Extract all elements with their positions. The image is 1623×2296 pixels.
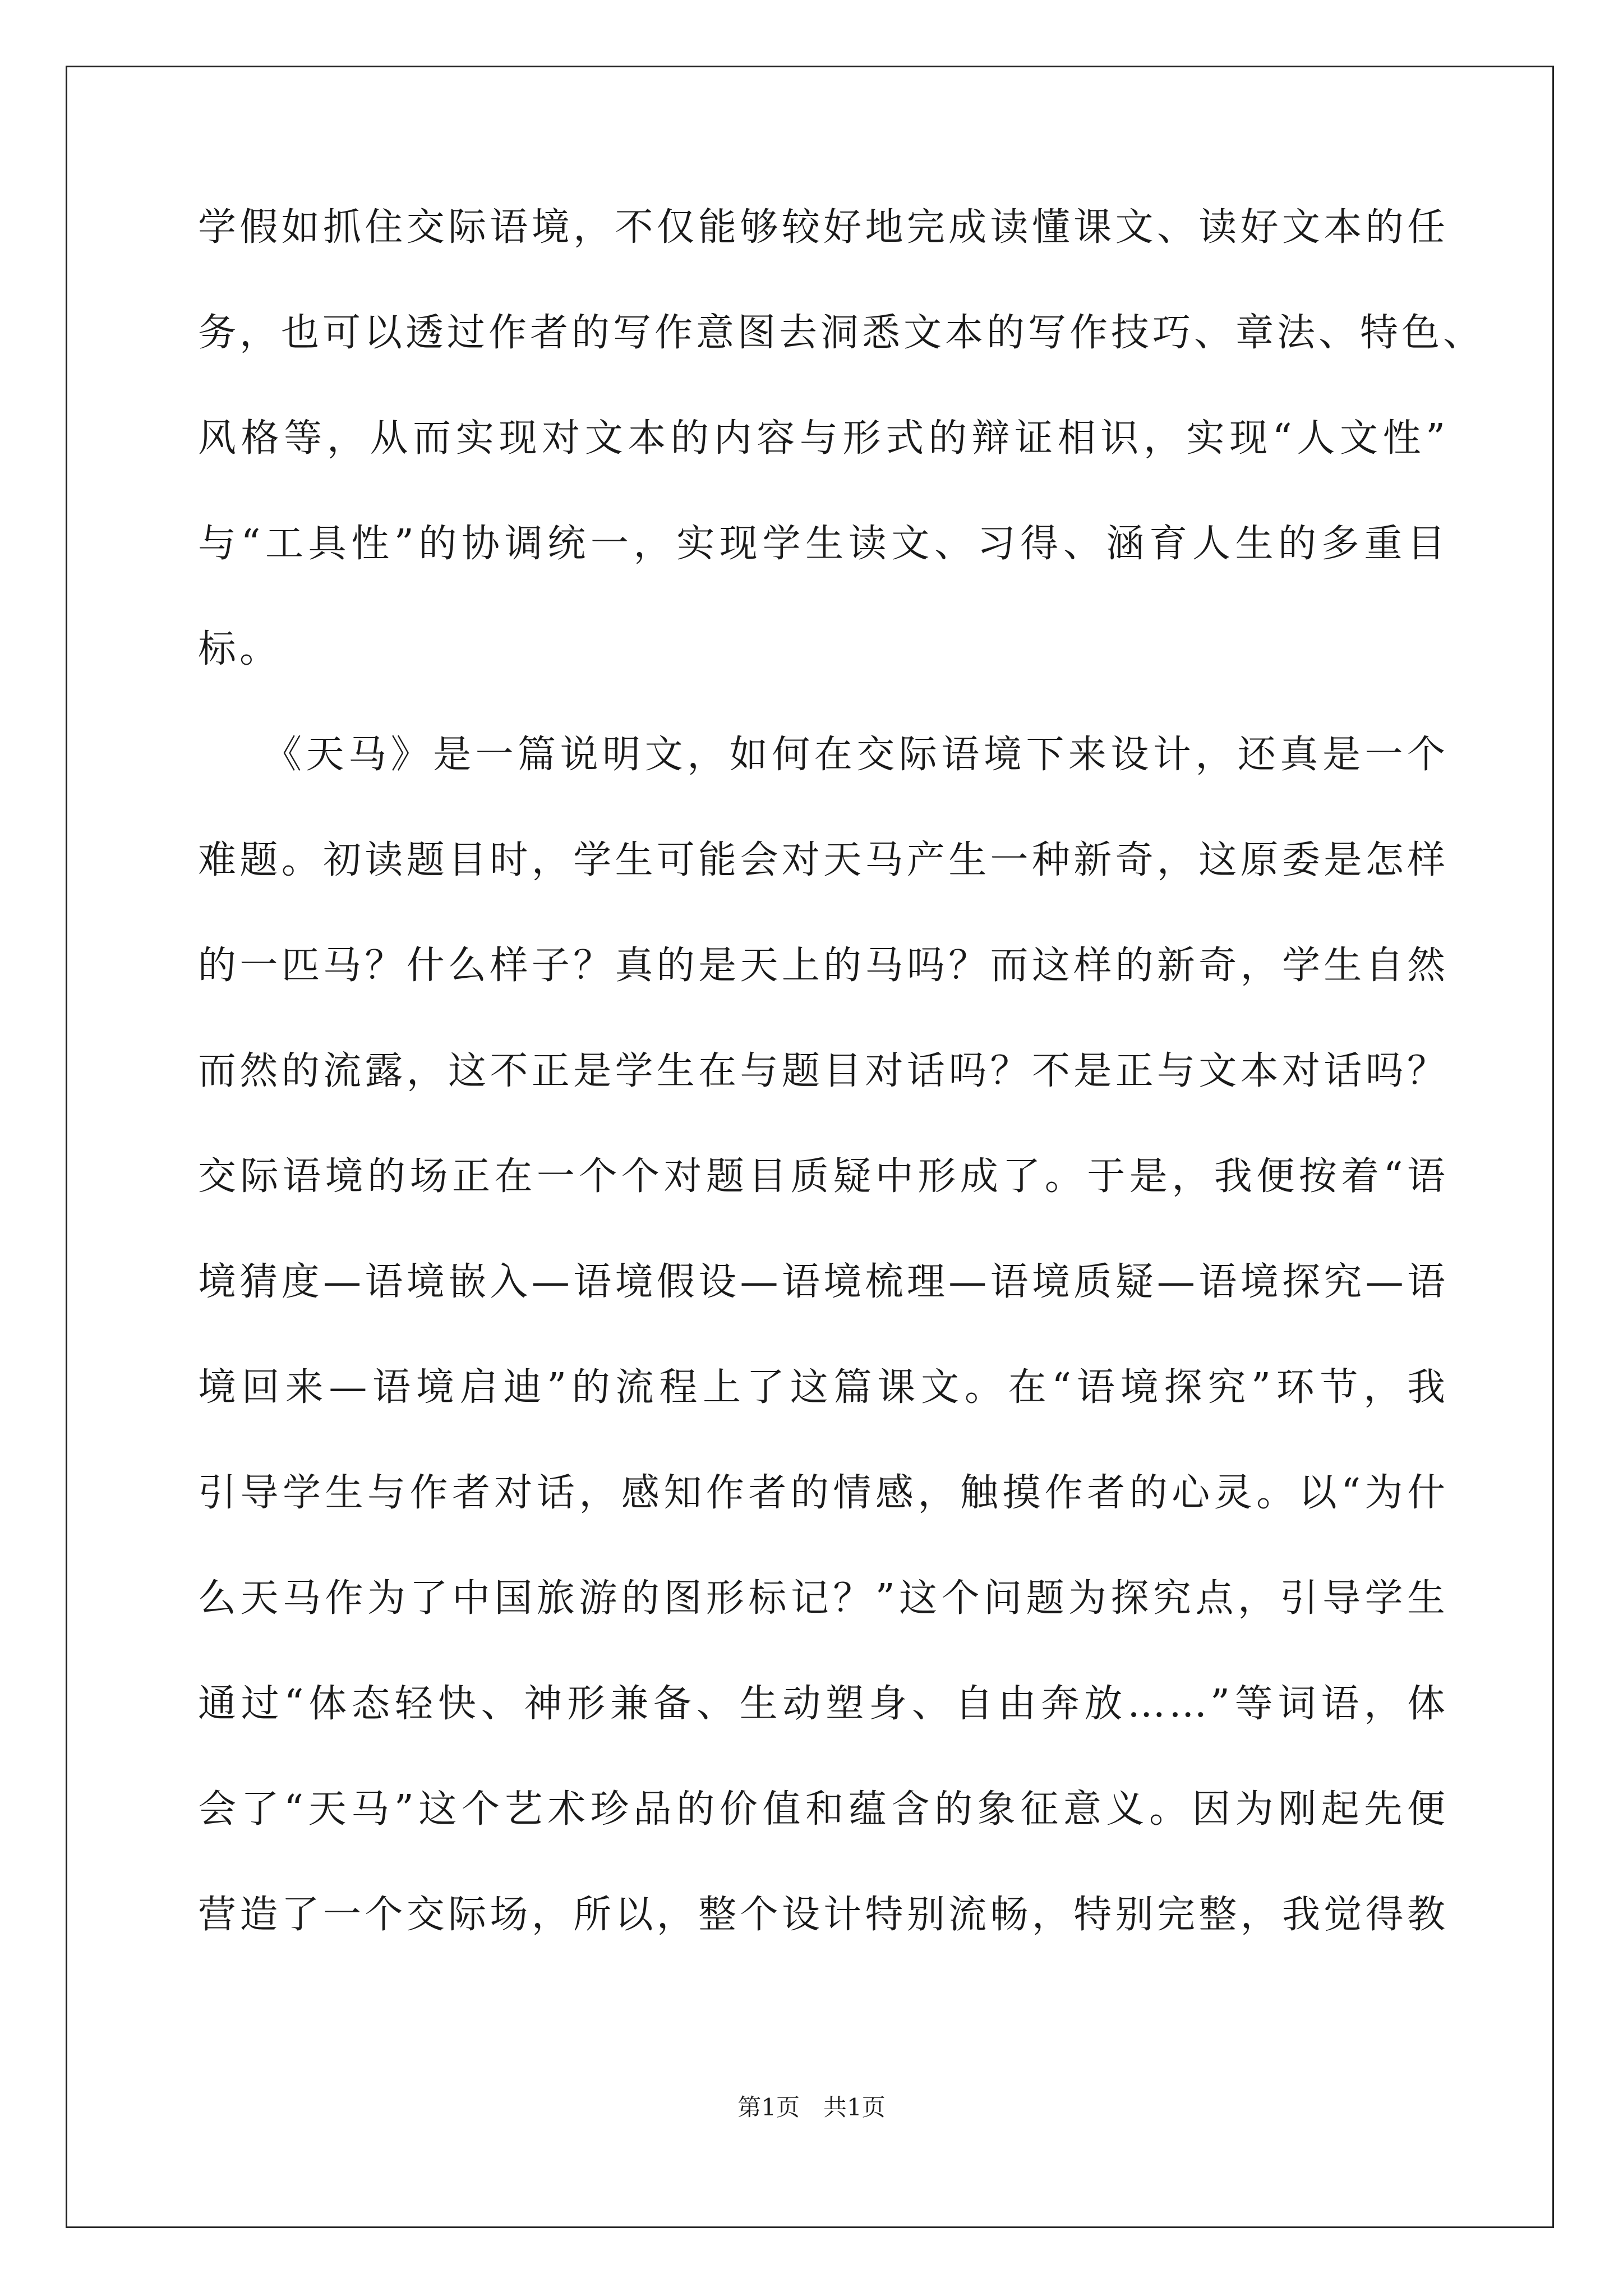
text-line: 的一匹马？什么样子？真的是天上的马吗？而这样的新奇，学生自然: [198, 944, 1449, 988]
text-line: 务，也可以透过作者的写作意图去洞悉文本的写作技巧、章法、特色、: [198, 311, 1485, 355]
text-line: 《天马》是一篇说明文，如何在交际语境下来设计，还真是一个: [198, 733, 1449, 777]
document-body: [198, 205, 1485, 2001]
text-line: 营造了一个交际场，所以，整个设计特别流畅，特别完整，我觉得教: [198, 1893, 1449, 1937]
page-number-footer: 第1页 共1页: [737, 2093, 886, 2121]
text-line: 难题。初读题目时，学生可能会对天马产生一种新奇，这原委是怎样: [198, 838, 1449, 882]
text-line: 通过“体态轻快、神形兼备、生动塑身、自由奔放……”等词语，体: [198, 1682, 1449, 1726]
text-line: 而然的流露，这不正是学生在与题目对话吗？不是正与文本对话吗？: [198, 1049, 1449, 1093]
text-line: 会了“天马”这个艺术珍品的价值和蕴含的象征意义。因为刚起先便: [198, 1787, 1449, 1832]
text-line: 学假如抓住交际语境，不仅能够较好地完成读懂课文、读好文本的任: [198, 205, 1449, 250]
text-line: 与“工具性”的协调统一，实现学生读文、习得、涵育人生的多重目: [198, 522, 1449, 566]
text-line: 境猜度—语境嵌入—语境假设—语境梳理—语境质疑—语境探究—语: [198, 1260, 1449, 1304]
text-line: 么天马作为了中国旅游的图形标记？”这个问题为探究点，引导学生: [198, 1576, 1449, 1621]
text-line: 境回来—语境启迪”的流程上了这篇课文。在“语境探究”环节，我: [198, 1365, 1449, 1410]
text-line: 交际语境的场正在一个个对题目质疑中形成了。于是，我便按着“语: [198, 1154, 1449, 1199]
text-line: 引导学生与作者对话，感知作者的情感，触摸作者的心灵。以“为什: [198, 1471, 1449, 1515]
text-line: 风格等，从而实现对文本的内容与形式的辩证相识，实现“人文性”: [198, 416, 1449, 461]
text-line: 标。: [198, 627, 282, 671]
